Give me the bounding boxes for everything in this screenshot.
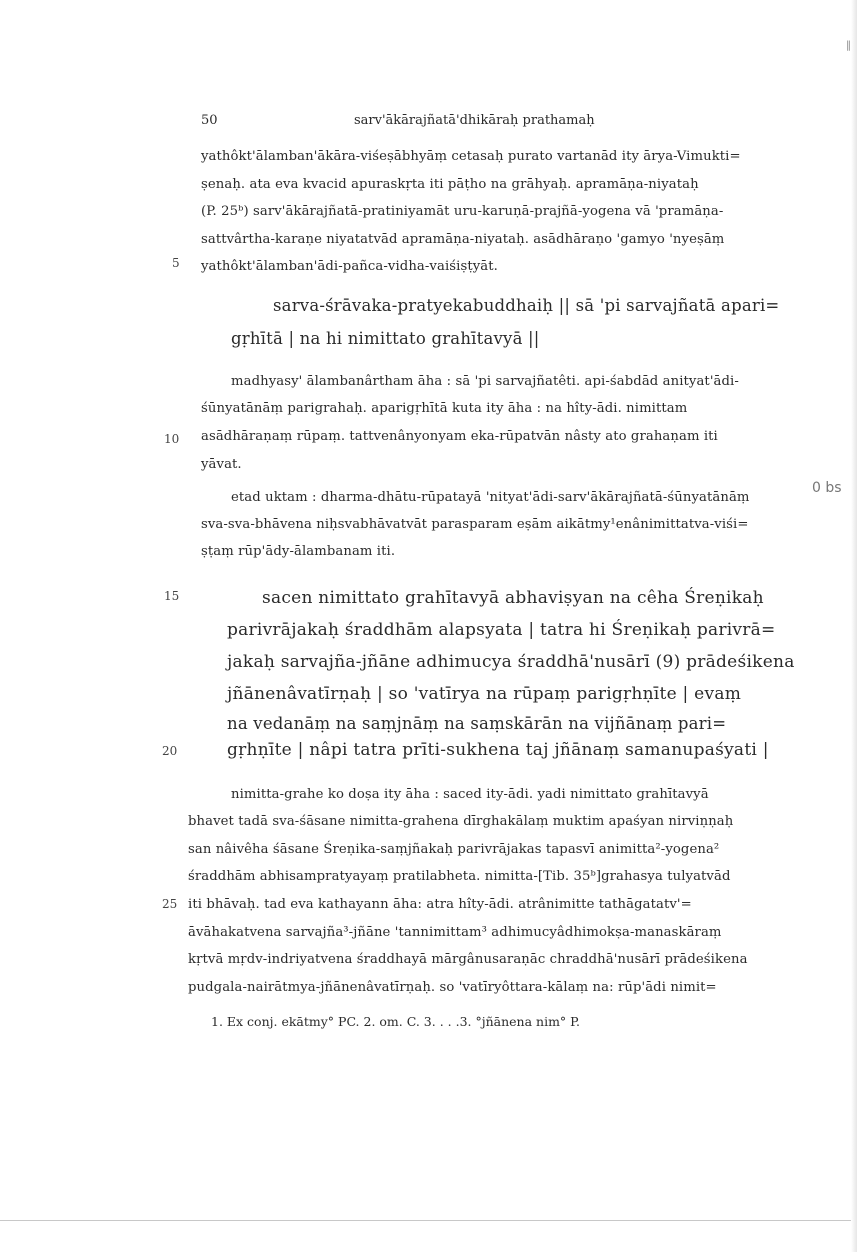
verse-line: sacen nimittato grahītavyā abhaviṣyan na cêha Śreṇikaḥ bbox=[262, 588, 764, 608]
verse-line: jakaḥ sarvajña-jñāne adhimucya śraddhā'nusārī (9) prādeśikena bbox=[227, 652, 795, 672]
verse-line: gṛhṇīte | nâpi tatra prīti-sukhena taj jñānaṃ samanupaśyati | bbox=[227, 740, 769, 760]
scan-edge-shadow bbox=[851, 0, 857, 1252]
verse-line: gṛhītā | na hi nimittato grahītavyā || bbox=[231, 329, 540, 348]
verse-line: parivrājakaḥ śraddhām alapsyata | tatra hi Śreṇikaḥ parivrā= bbox=[227, 620, 776, 640]
verse-line: sarva-śrāvaka-pratyekabuddhaiḥ || sā 'pi sarvajñatā apari= bbox=[273, 296, 780, 315]
page-number: 50 bbox=[201, 113, 218, 128]
text-line: ṣenaḥ. ata eva kvacid apuraskṛta iti pāṭho na grāhyaḥ. apramāṇa-niyataḥ bbox=[201, 177, 699, 192]
footnotes: 1. Ex conj. ekātmy° PC. 2. om. C. 3. . . .3. °jñānena nim° P. bbox=[211, 1014, 580, 1029]
text-line: pudgala-nairātmya-jñānenâvatīrṇaḥ. so 'vatīryôttara-kālaṃ na: rūp'ādi nimit= bbox=[188, 980, 717, 995]
line-number: 10 bbox=[164, 432, 180, 446]
text-line: etad uktam : dharma-dhātu-rūpatayā 'nityat'ādi-sarv'ākārajñatā-śūnyatānāṃ bbox=[231, 490, 750, 505]
line-number: 15 bbox=[164, 589, 180, 603]
text-line: yāvat. bbox=[201, 457, 242, 472]
text-line: madhyasy' ālambanârtham āha : sā 'pi sarvajñatêti. api-śabdād anityat'ādi- bbox=[231, 374, 739, 389]
text-line: kṛtvā mṛdv-indriyatvena śraddhayā mārgânusaraṇāc chraddhā'nusārī prādeśikena bbox=[188, 952, 748, 967]
text-line: sattvârtha-karaṇe niyatatvād apramāṇa-niyataḥ. asādhāraṇo 'gamyo 'nyeṣāṃ bbox=[201, 232, 725, 247]
text-line: nimitta-grahe ko doṣa ity āha : saced ity-ādi. yadi nimittato grahītavyā bbox=[231, 787, 709, 802]
text-line: sva-sva-bhāvena niḥsvabhāvatvāt parasparam eṣām aikātmy¹enânimittatva-viśi= bbox=[201, 517, 749, 532]
line-number: 25 bbox=[162, 897, 178, 911]
text-line: asādhāraṇaṃ rūpaṃ. tattvenânyonyam eka-rūpatvān nâsty ato grahaṇam iti bbox=[201, 429, 718, 444]
text-line: śraddhām abhisampratyayaṃ pratilabheta. nimitta-[Tib. 35ᵇ]grahasya tulyatvād bbox=[188, 869, 731, 884]
scan-edge-divider bbox=[0, 1220, 857, 1221]
text-line: āvāhakatvena sarvajña³-jñāne 'tannimittam³ adhimucyâdhimokṣa-manaskāraṃ bbox=[188, 925, 722, 940]
text-line: ṣṭaṃ rūp'ādy-ālambanam iti. bbox=[201, 544, 396, 559]
text-line: śūnyatānāṃ parigrahaḥ. aparigṛhītā kuta ity āha : na hîty-ādi. nimittam bbox=[201, 401, 688, 416]
text-line: iti bhāvaḥ. tad eva kathayann āha: atra hîty-ādi. atrânimitte tathāgatatv'= bbox=[188, 897, 692, 912]
text-line: (P. 25ᵇ) sarv'ākārajñatā-pratiniyamāt uru-karuṇā-prajñā-yogena vā 'pramāṇa- bbox=[201, 204, 724, 219]
text-line: bhavet tadā sva-śāsane nimitta-grahena dīrghakālaṃ muktim apaśyan nirviṇṇaḥ bbox=[188, 814, 734, 829]
text-line: yathôkt'ālamban'ākāra-viśeṣābhyāṃ cetasaḥ purato vartanād ity ārya-Vimukti= bbox=[201, 149, 741, 164]
verse-line: jñānenâvatīrṇaḥ | so 'vatīrya na rūpaṃ parigṛhṇīte | evaṃ bbox=[227, 684, 742, 704]
line-number: 5 bbox=[172, 256, 180, 270]
text-line: yathôkt'ālamban'ādi-pañca-vidha-vaiśiṣṭyāt. bbox=[201, 259, 498, 274]
running-title: sarv'ākārajñatā'dhikāraḥ prathamaḥ bbox=[354, 113, 595, 128]
edge-mark: ‖ bbox=[846, 40, 851, 51]
verse-line: na vedanāṃ na saṃjnāṃ na saṃskārān na vijñānaṃ pari= bbox=[227, 714, 727, 733]
margin-annotation: 0 bs bbox=[812, 480, 842, 496]
line-number: 20 bbox=[162, 744, 178, 758]
text-line: san nâivêha śāsane Śreṇika-saṃjñakaḥ parivrājakas tapasvī animitta²-yogena² bbox=[188, 842, 720, 857]
